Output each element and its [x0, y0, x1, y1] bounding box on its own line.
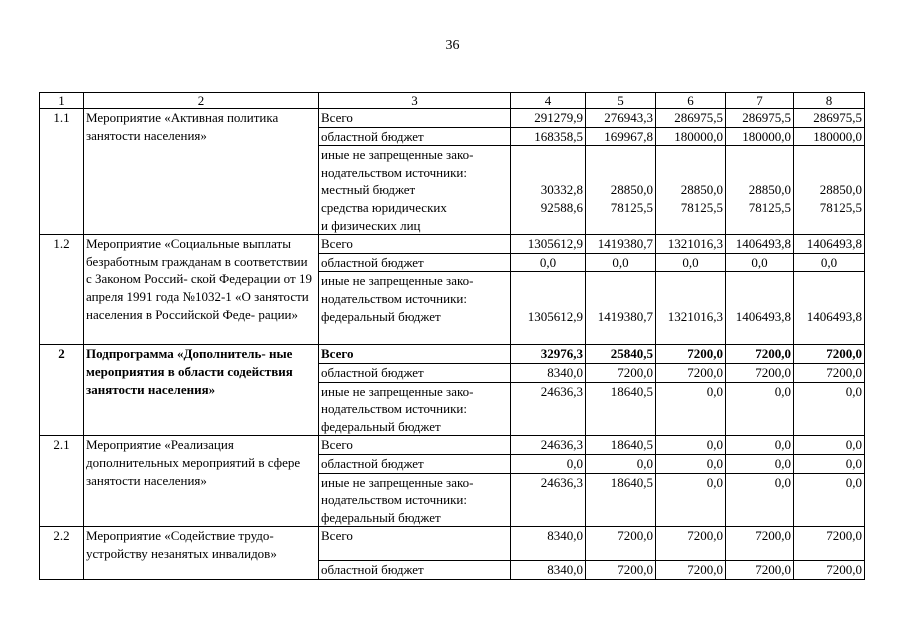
value-cell: 7200,0 [794, 561, 865, 580]
value-cell: 28850,0 78125,5 [586, 146, 656, 235]
value-cell: 8340,0 [511, 527, 586, 561]
value-cell: 7200,0 [586, 527, 656, 561]
label-line: иные не запрещенные зако- [321, 147, 474, 163]
value-cell: 7200,0 [586, 363, 656, 382]
value-cell: 1406493,8 [726, 272, 794, 345]
label-line: нодательством источники: [321, 164, 467, 180]
funding-label [319, 272, 511, 345]
value-cell: 0,0 [656, 473, 726, 527]
funding-label: Всего [319, 109, 511, 128]
funding-label: областной бюджет [319, 253, 511, 272]
value-cell: 7200,0 [726, 363, 794, 382]
label-line: федеральный бюджет [321, 308, 441, 324]
value-cell: 0,0 [656, 436, 726, 455]
column-header: 7 [726, 93, 794, 109]
value-cell: 1321016,3 [656, 272, 726, 345]
value-cell: 24636,3 [511, 382, 586, 436]
value-cell: 18640,5 [586, 382, 656, 436]
label-line: местный бюджет [321, 182, 416, 198]
value-cell: 168358,5 [511, 127, 586, 146]
table-row [40, 436, 865, 455]
value-cell: 7200,0 [656, 527, 726, 561]
page-number: 36 [445, 38, 460, 53]
value-cell: 28850,0 78125,5 [794, 146, 865, 235]
column-header: 4 [511, 93, 586, 109]
column-header: 5 [586, 93, 656, 109]
funding-label [319, 146, 511, 235]
value-cell: 8340,0 [511, 363, 586, 382]
value-cell: 0,0 [511, 253, 586, 272]
value-cell: 0,0 [586, 454, 656, 473]
header-row [40, 93, 865, 109]
column-header: 6 [656, 93, 726, 109]
value-cell: 1321016,3 [656, 235, 726, 254]
value-cell: 7200,0 [794, 345, 865, 364]
value-cell: 28850,0 78125,5 [656, 146, 726, 235]
label-line: нодательством источники: [321, 290, 467, 306]
value-cell: 286975,5 [656, 109, 726, 128]
row-title: Мероприятие «Активная политика занятости населения» [84, 109, 319, 235]
row-index: 2.1 [40, 436, 84, 527]
funding-label: областной бюджет [319, 127, 511, 146]
value-cell: 7200,0 [726, 345, 794, 364]
funding-label: Всего [319, 527, 511, 561]
value-cell: 1419380,7 [586, 272, 656, 345]
value-cell: 0,0 [794, 473, 865, 527]
value-cell: 180000,0 [656, 127, 726, 146]
value-cell: 7200,0 [586, 561, 656, 580]
label-line: федеральный бюджет [321, 418, 441, 434]
value-cell: 1406493,8 [794, 235, 865, 254]
value-cell: 0,0 [726, 253, 794, 272]
value-cell: 286975,5 [794, 109, 865, 128]
funding-label: Всего [319, 436, 511, 455]
value-cell: 0,0 [726, 436, 794, 455]
value-cell: 0,0 [794, 253, 865, 272]
column-header: 1 [40, 93, 84, 109]
label-line: иные не запрещенные зако- [321, 273, 474, 289]
value-cell: 169967,8 [586, 127, 656, 146]
value-cell: 7200,0 [794, 527, 865, 561]
funding-label: Всего [319, 345, 511, 364]
value-cell: 1419380,7 [586, 235, 656, 254]
value-cell: 180000,0 [726, 127, 794, 146]
value-cell: 0,0 [726, 454, 794, 473]
row-title: Мероприятие «Реализация дополнительных мероприятий в сфере занятости населения» [84, 436, 319, 527]
value-cell: 0,0 [794, 454, 865, 473]
value-cell: 18640,5 [586, 436, 656, 455]
value-cell: 7200,0 [656, 345, 726, 364]
value-cell: 0,0 [726, 382, 794, 436]
value-cell: 286975,5 [726, 109, 794, 128]
label-line: средства юридических [321, 199, 447, 215]
value-cell: 18640,5 [586, 473, 656, 527]
label-line: нодательством источники: [321, 401, 467, 417]
funding-label [319, 473, 511, 527]
value-cell: 7200,0 [794, 363, 865, 382]
value-cell: 8340,0 [511, 561, 586, 580]
value-cell: 0,0 [656, 382, 726, 436]
value-cell: 276943,3 [586, 109, 656, 128]
value-cell: 0,0 [586, 253, 656, 272]
value-cell: 0,0 [794, 382, 865, 436]
funding-label: областной бюджет [319, 561, 511, 580]
value-cell: 1406493,8 [726, 235, 794, 254]
label-line: федеральный бюджет [321, 509, 441, 525]
value-cell: 7200,0 [726, 561, 794, 580]
table-row [40, 235, 865, 254]
row-index: 2.2 [40, 527, 84, 580]
value-cell: 1305612,9 [511, 272, 586, 345]
value-cell: 24636,3 [511, 436, 586, 455]
value-cell: 1406493,8 [794, 272, 865, 345]
value-cell: 7200,0 [656, 561, 726, 580]
value-cell: 0,0 [511, 454, 586, 473]
funding-label: Всего [319, 235, 511, 254]
value-cell: 1305612,9 [511, 235, 586, 254]
funding-label: областной бюджет [319, 454, 511, 473]
value-cell: 0,0 [794, 436, 865, 455]
table-row [40, 527, 865, 561]
row-index: 1.2 [40, 235, 84, 345]
table-row [40, 109, 865, 128]
value-cell: 291279,9 [511, 109, 586, 128]
value-cell: 7200,0 [726, 527, 794, 561]
label-line: и физических лиц [321, 217, 421, 233]
value-cell: 24636,3 [511, 473, 586, 527]
column-header: 2 [84, 93, 319, 109]
column-header: 3 [319, 93, 511, 109]
value-cell: 30332,8 92588,6 [511, 146, 586, 235]
funding-label [319, 382, 511, 436]
label-line: иные не запрещенные зако- [321, 474, 474, 490]
value-cell: 32976,3 [511, 345, 586, 364]
row-title: Подпрограмма «Дополнитель- ные мероприятия в области содействия занятости населения» [84, 345, 319, 436]
table-row [40, 345, 865, 364]
budget-table [39, 92, 865, 580]
value-cell: 7200,0 [656, 363, 726, 382]
value-cell: 0,0 [656, 454, 726, 473]
row-title: Мероприятие «Содействие трудо- устройству незанятых инвалидов» [84, 527, 319, 580]
row-index: 2 [40, 345, 84, 436]
row-title: Мероприятие «Социальные выплаты безработным гражданам в соответствии с Законом Россий- ской Федерации от 19 апреля 1991 года №1032-1 «О занятости населения в Российской Феде- рации» [84, 235, 319, 345]
column-header: 8 [794, 93, 865, 109]
label-line: нодательством источники: [321, 492, 467, 508]
label-line: иные не запрещенные зако- [321, 383, 474, 399]
value-cell: 0,0 [656, 253, 726, 272]
row-index: 1.1 [40, 109, 84, 235]
value-cell: 25840,5 [586, 345, 656, 364]
value-cell: 28850,0 78125,5 [726, 146, 794, 235]
funding-label: областной бюджет [319, 363, 511, 382]
value-cell: 0,0 [726, 473, 794, 527]
value-cell: 180000,0 [794, 127, 865, 146]
